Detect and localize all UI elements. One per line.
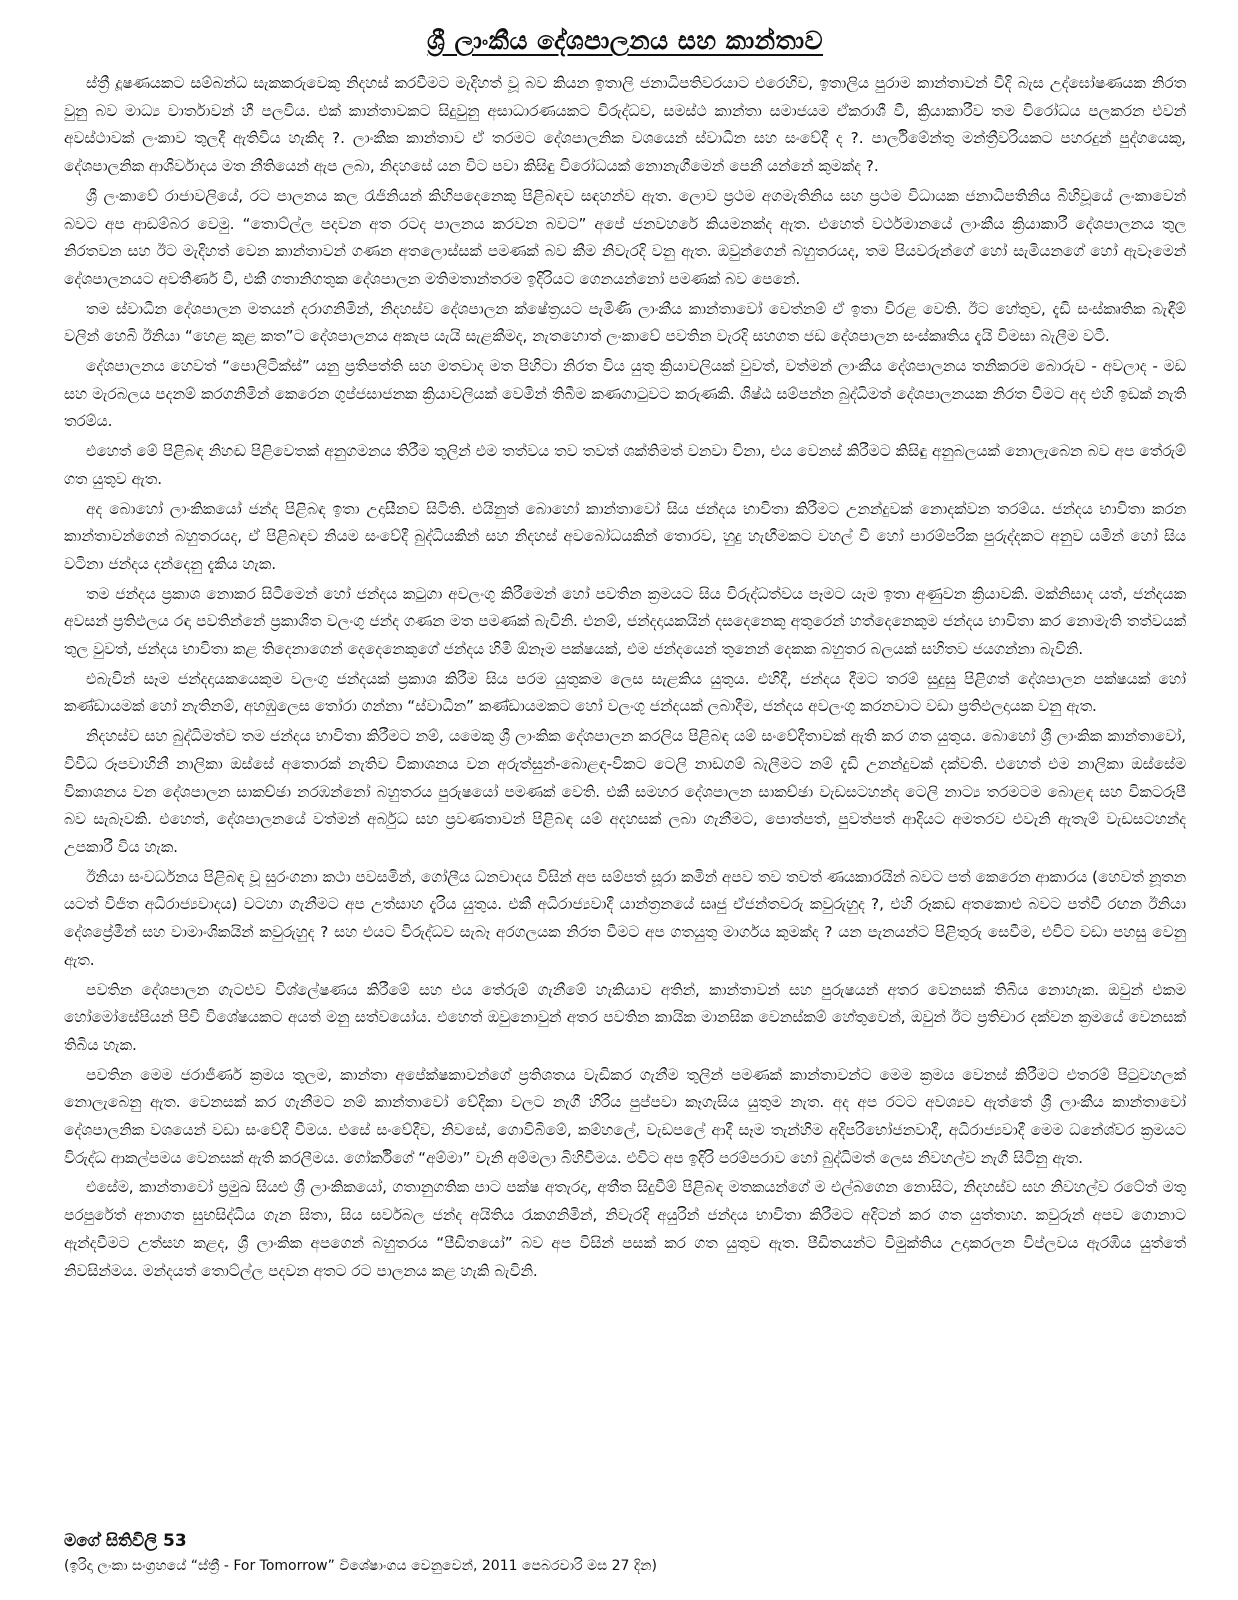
publication-note: (ඉරිදා ලංකා සංග්‍රහයේ “ස්ත්‍රී - For Tomorrow” විශේෂාංගය වෙනුවෙන්, 2011 පෙබරවාරි මස 27 දින) bbox=[64, 1558, 657, 1574]
paragraph-1: ස්ත්‍රී දූෂණයකට සම්බන්ධ සැකකරුවෙකු නිදහස් කරවීමට මැදිහත් වූ බව කියන ඉතාලි ජනාධිපතිවරයාට එරෙහිව, ඉතාලිය පුරාම කාන්තාවන් වීදි බැස උද්ඝෝෂණයක නිරත වුනු බව මාධ්‍ය වාර්තාවන් හී පලවිය. එක් කාන්තාවකට සිදුවුනු අසාධාරණයකට විරුද්ධව, සමස්ථ කාන්තා සමාජයම ඒකරාශී වී, ක්‍රියාකාරීව තම විරෝධය පලකරන එවන් අවස්ථාවක් ලංකාව තුලදී ඇතිවිය හැකිද ?. ලාංකීක කාන්තාව ඒ තරමට දේශපාලනික වශයෙන් ස්වාධීන සහ සංවේදී ද ?. පාර්ලිමේන්තු මන්ත්‍රීවරියකට පහරදුන් පුද්ගයෙකු, දේශපාලනික ආශිර්වාදය මත නීතියෙන් ඇප ලබා, නිදහසේ යන විට පවා කිසිඳු විරෝධයක් නොනැගීමෙන් පෙනී යන්නේ කුමක්ද ?. bbox=[64, 74, 1186, 176]
paragraph-11: පවතින දේශපාලන ගැටළුව විශ්ලේෂණය කිරීමේ සහ එය තේරුම් ගැනීමේ හැකියාව අතින්, කාන්තාවන් සහ පුරුෂයන් අතර වෙනසක් තිබිය නොහැක. ඔවුන් එකම හෝමෝසේපියන් පිවි විශේෂයකට අයත් මනු සත්වයෝය. එහෙත් ඔවුනොවුන් අතර පවතින කායික මානසික වෙනස්කම් හේතුවෙන්, ඔවුන් ඊට ප්‍රතිචාර දක්වන ක්‍රමයේ වෙනසක් තිබිය හැක. bbox=[64, 980, 1186, 1054]
page-title: ශ්‍රී ලාංකීය දේශපාලනය සහ කාන්තාව bbox=[426, 26, 824, 55]
article-body bbox=[64, 70, 1186, 1285]
paragraph-8: එබැවින් සෑම ජන්දදායකයෙකුම වලංගු ජන්දයක් ප්‍රකාශ කිරීම සිය පරම යුතුකම ලෙස සැළකිය යුතුය. එහිදී, ජන්දය දීමට තරම් සුදුසු පිළිගත් දේශපාලන පක්ෂයක් හෝ කණ්ඩායමක් හෝ නැතිනම්, අහඹුලෙස තෝරා ගන්නා “ස්වාධීන” කණ්ඩායමකට හෝ වලංගු ජන්දයක් ලබාදීම, ජන්දය අවලංගු කරනවාට වඩා ප්‍රතිඵලදායක වනු ඇත. bbox=[64, 669, 1186, 716]
paragraph-2: ශ්‍රී ලංකාවේ රාජාවලියේ, රට පාලනය කල රැජිනියන් කිහිපදෙනෙකු පිළිබඳව සඳහන්ව ඇත. ලොව ප්‍රථම අගමැතිනිය සහ ප්‍රථම විධායක ජනාධිපතිනිය බිහිවූයේ ලංකාවෙන් බවට අප ආඩම්බර වෙමු. “තොට්ල්ල පදවන අත රටද පාලනය කරවන බවට” අපේ ජනවහරේ කියමනක්ද ඇත. එහෙත් වර්ථමානයේ ලාංකීය ක්‍රියාකාරී දේශපාලනය තුල නිරතවන සහ ඊට මැදිහත් වෙන කාන්තාවන් ගණන අතලොස්සක් පමණක් බව කීම නිවැරදි වනු ඇත. ඔවුන්ගෙන් බහුතරයද, තම පියවරුන්ගේ හෝ සැමියනගේ හෝ ඇවෑමෙන් දේශපාලනයට අවතීර්ණ වී, එකී ගතානිගතුක දේශපාලන මතිමතාන්තරම ඉදිරියට ගෙනයන්නෝ පමණක් බව පෙනේ. bbox=[64, 186, 1186, 288]
article-footer bbox=[64, 1528, 1186, 1578]
paragraph-5: එහෙත් මේ පිළිබඳ නිහඬ පිළිවෙතක් අනුගමනය තිරීම තුලින් එම තත්වය තව තවත් ශක්තිමත් වනවා විනා, එය වෙනස් කිරීමට කිසිඳු අනුබලයක් නොලැබෙන බව අප තේරුම් ගත යුතුව ඇත. bbox=[64, 442, 1186, 488]
paragraph-12: පවතින මෙම ජරාජීර්ණ ක්‍රමය තුලම, කාන්තා අපේක්ෂකාවන්ගේ ප්‍රතිශතය වැඩිකර ගැනීම තුලින් පමණක් කාන්තාවන්ට මෙම ක්‍රමය වෙනස් කිරීමට එතරම් පිටුවහලක් නොලැබෙනු ඇත. වෙනසක් කර ගැනීමට නම් කාන්තාවෝ වේදිකා වලට නැගී හිරිය පුප්පවා කෑගැසිය යුතුම නැත. අද අප රටට අවශ්‍යව ඇත්තේ ශ්‍රී ලාංකීය කාන්තාවෝ දේශපාලනික වශයෙන් වඩා සංවේදී වීමය. එසේ සංවේදීව, නිවසේ, ගොවිබිමේ, කම්හලේ, වැඩපලේ ආදී සෑම තැන්හිම අදිපරිභෝජනවාදී, අධිරාජ්‍යවාදී මෙම ධනේශ්වර ක්‍රමයට විරුද්ධ ආකල්පමය වෙනසක් ඇති කරලීමය. ගෝර්කිගේ “අම්මා” වැනි අම්මලා බිහිවීමය. එවිට අප ඉදිරි පරම්පරාව හෝ බුද්ධිමත් ලෙස නිවහල්ව නැගී සිටිනු ඇත. bbox=[64, 1065, 1186, 1167]
series-label: මගේ සිතිවිලි 53 bbox=[64, 1531, 187, 1551]
paragraph-13: එසේම, කාන්තාවෝ ප්‍රමුඛ සියළු ශ්‍රී ලාංකිකයෝ, ගතානුගතික පාට පක්ෂ අතැරදා, අතීත සිදුවීම් පිළිබඳ මතකයන්ගේ ම එල්බගෙන නොසිට, නිදහස්ව සහ නිවහල්ව රටේත් මතු පරපුරේත් අනාගත සුභසිද්ධිය ගැන සිතා, සිය සර්වබල ජන්ද අයිතිය රැකගනිමින්, නිවැරදි අයුරින් ජන්දය භාවිතා කිරීමට අදිටන් කර ගත යුත්තාහ. කවුරුන් අපව ගොනාට ඇන්දවීමට උත්සහ කළද, ශ්‍රී ලාංකික අපගෙන් බහුතරය “පීඩිතයෝ” බව අප විසින් පසක් කර ගත යුතුව ඇත. පීඩිතයන්ට විමුක්තිය උදාකරලන විප්ලවය ඇරඹිය යුත්තේ නිවසින්මය. මන්දයත් තොට්ල්ල පදවන අතට රට පාලනය කළ හැකි බැවිනි. bbox=[64, 1178, 1186, 1280]
paragraph-10: ඊනියා සංවර්ධනය පිළිබඳ වූ සුරංගනා කථා පවසමින්, ගෝලීය ධනවාදය විසින් අප සම්පත් සූරා කමින් අපව තව තවත් ණයකාරයින් බවට පත් කෙරෙන ආකාරය (හෙවත් නූතන යටත් විජිත අධිරාජ්‍යවාදය) වටහා ගැනීමට අප උත්සාහ දැරිය යුතුය. එකී අධිරාජ්‍යවාදී යාන්ත්‍රනයේ සෘජු ඒජන්තවරු කවුරුහුද ?, එහි රූකඩ අතකොළු බවට පත්වී රඟන ඊනියා දේශප්‍රේමීන් සහ වාමාංශිකයින් කවුරුහුද ? සහ එයට විරුද්ධව සැබෑ අරගලයක නිරත වීමට අප ගතයුතු මාර්ගය කුමක්ද ? යන පැනයන්ට පිළිතුරු සෙවීම, එවිට වඩා පහසු වෙනු ඇත. bbox=[64, 867, 1186, 969]
paragraph-6: අද බොහෝ ලාංකිකයෝ ජන්ද පිළිබඳ ඉතා උදාසීනව සිටිති. එයිනුත් බොහෝ කාන්තාවෝ සිය ජන්දය භාවිතා කිරීමට උනන්දුවක් නොදක්වන තරම්ය. ජන්දය භාවිතා කරන කාන්තාවන්ගෙන් බහුතරයද, ඒ පිළිබඳව නියම සංවේදී බුද්ධියකින් සහ නිදහස් අවබෝධයකින් තොරව, හුදු හැඟීමකට වහල් වී හෝ පාරම්පරික පුරුද්දකට අනුව යමින් හෝ සිය වටිනා ජන්දය දන්දෙනු දැකිය හැක. bbox=[64, 499, 1186, 573]
paragraph-7: තම ජන්දය ප්‍රකාශ නොකර සිටීමෙන් හෝ ජන්දය කටුගා අවලංගු කිරීමෙන් හෝ පවතින ක්‍රමයට සිය විරුද්ධත්වය පෑමට යෑම ඉතා අණුවන ක්‍රියාවකි. මක්නිසාද යත්, ජන්දයක අවසන් ප්‍රතිඵලය රඳා පවතින්නේ ප්‍රකාශිත වලංගු ජන්ද ගණන මත පමණක් බැවිනි. එනම්, ජන්දදායකයින් දසදෙනෙකු අතුරෙන් හත්දෙනෙකුම ජන්දය භාවිතා කර නොමැති තත්වයක් තුල වුවත්, ජන්දය භාවිතා කළ තිදෙනාගෙන් දෙදෙනෙකුගේ ජන්දය හිමි ඕනෑම පක්ෂයක්, එම ජන්දයෙන් තුනෙන් දෙකක බහුතර බලයක් සහිතව ජයගන්නා බැවිනි. bbox=[64, 584, 1186, 659]
paragraph-9: නිදහස්ව සහ බුද්ධිමත්ව තම ජන්දය භාවිතා කිරීමට නම්, යමෙකු ශ්‍රී ලාංකික දේශපාලන කරලිය පිළිබඳ යම් සංවේදීතාවක් ඇති කර ගත යුතුය. බොහෝ ශ්‍රී ලාංකික කාන්තාවෝ, විවිධ රූපවාහිනී නාලිකා ඔස්සේ අතොරක් නැතිව විකාශනය වන අරුත්සුන්-බොළඳ-විකට ටෙලි නාඩගම් බැලීමට නම් දැඩි උනන්දුවක් දක්වති. එහෙත් එම නාලිකා ඔස්සේම විකාශනය වන දේශපාලන සාකච්ඡා නරඹන්නෝ බහුතරය පුරුෂයෝ පමණක් වෙති. එකී සමහර දේශපාලන සාකච්ඡා වැඩසටහන්ද ටෙලි නාට්‍ය තරමටම බොළඳ සහ විකටරූපී බව සැබෑවකි. එහෙත්, දේශපාලනයේ වත්මන් අර්බුධ සහ ප්‍රවණතාවන් පිළිබඳ යම් අදහසක් ලබා ගැනීමට, පොත්පත්, පුවත්පත් ආදියට අමතරව එවැනි ඇතැම් වැඩසටහන්ද උපකාරී විය හැක. bbox=[64, 727, 1186, 856]
paragraph-3: තම ස්වාධීන දේශපාලන මතයන් දරාගනිමින්, නිදහස්ව දේශපාලන ක්ෂේත්‍රයට පැමිණි ලාංකීය කාන්තාවෝ වෙත්නම් ඒ ඉතා විරළ වෙති. ඊට හේතුව, දැඩි සංස්කෘතික බැඳීම් වලින් හෙබි ඊනියා “හෙළ කුළ කත”ට දේශපාලනය අකැප යැයි සැළකීමද, නැතහොත් ලංකාවේ පවතින වැරදි සහගත ජඩ දේශපාලන සංස්කෘතිය දැයි විමසා බැලීම වටී. bbox=[64, 299, 1186, 346]
paragraph-4: දේශපාලනය හෙවත් “පොලිටික්ස්” යනු ප්‍රතිපත්ති සහ මතවාද මත පිහිටා නිරත විය යුතු ක්‍රියාවලියක් වුවත්, වත්මන් ලාංකීය දේශපාලනය තනිකරම බොරුව - අවලාද - මඩ සහ මැරබලය පදනම් කරගනිමින් කෙරෙන ගුප්ජසාජනක ක්‍රියාවලියක් වෙමින් තිබීම කණගාටුවට කරුණකි. ශිෂ්ඨ සම්පන්න බුද්ධිමත් දේශපාලනයක නිරත වීමට අද එහි ඉඩක් නැති තරම්ය. bbox=[64, 357, 1186, 431]
